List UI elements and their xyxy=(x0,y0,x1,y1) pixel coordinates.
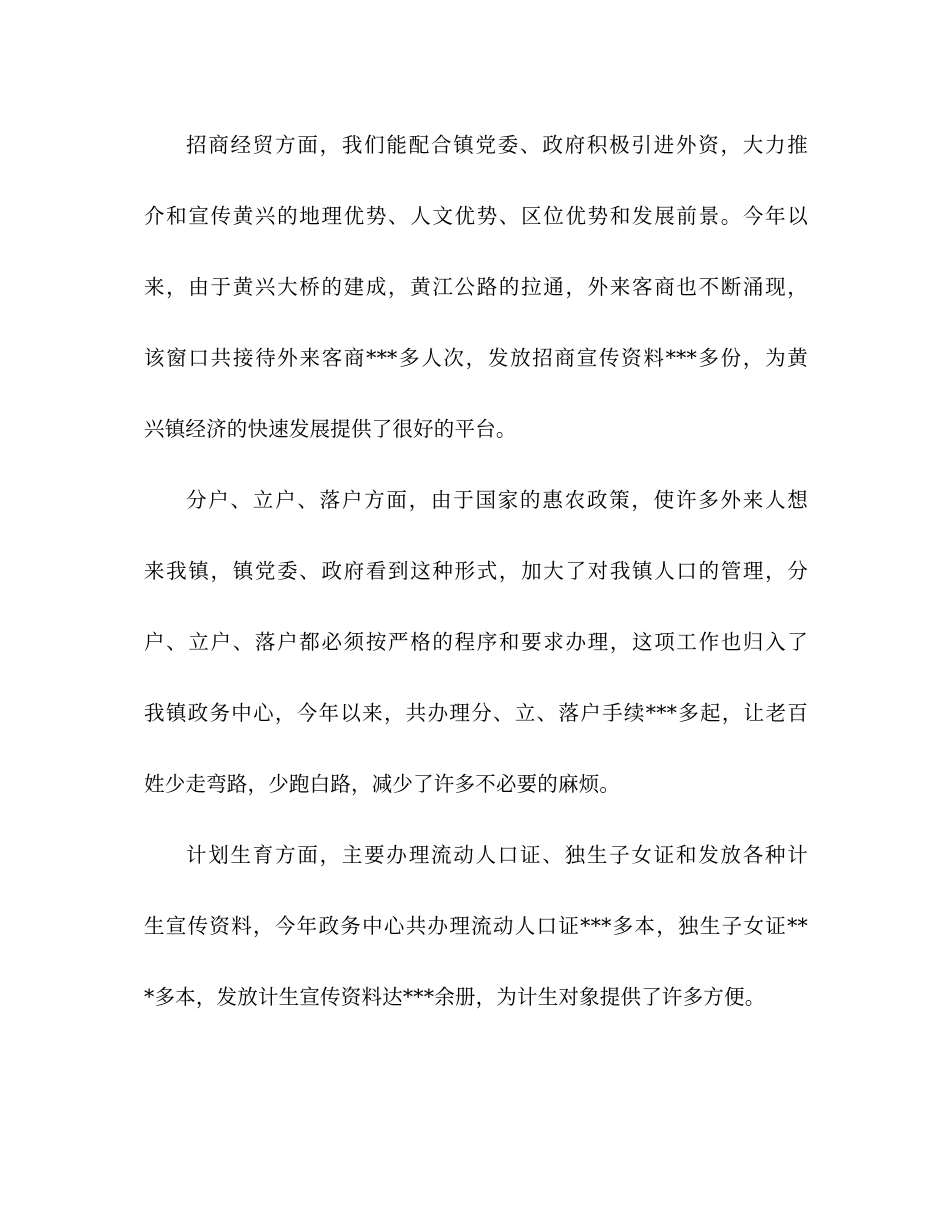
text-line: 生宣传资料，今年政务中心共办理流动人口证***多本，独生子女证** xyxy=(144,914,808,938)
text-line: 介和宣传黄兴的地理优势、人文优势、区位优势和发展前景。今年以 xyxy=(144,204,808,228)
paragraph-household xyxy=(144,482,808,837)
text-line: 我镇政务中心，今年以来，共办理分、立、落户手续***多起，让老百 xyxy=(144,701,808,725)
text-line: *多本，发放计生宣传资料达***余册，为计生对象提供了许多方便。 xyxy=(144,985,766,1009)
text-line: 计划生育方面，主要办理流动人口证、独生子女证和发放各种计 xyxy=(186,843,808,867)
text-line: 招商经贸方面，我们能配合镇党委、政府积极引进外资，大力推 xyxy=(186,133,808,157)
text-line: 分户、立户、落户方面，由于国家的惠农政策，使许多外来人想 xyxy=(186,488,808,512)
text-line: 户、立户、落户都必须按严格的程序和要求办理，这项工作也归入了 xyxy=(144,630,808,654)
paragraph-investment xyxy=(144,127,808,482)
text-line: 该窗口共接待外来客商***多人次，发放招商宣传资料***多份，为黄 xyxy=(144,346,808,370)
document-body xyxy=(144,127,808,1050)
text-line: 姓少走弯路，少跑白路，减少了许多不必要的麻烦。 xyxy=(144,772,621,796)
paragraph-family-planning xyxy=(144,837,808,1050)
text-line: 来，由于黄兴大桥的建成，黄江公路的拉通，外来客商也不断涌现， xyxy=(144,275,808,299)
text-line: 兴镇经济的快速发展提供了很好的平台。 xyxy=(144,417,517,441)
text-line: 来我镇，镇党委、政府看到这种形式，加大了对我镇人口的管理，分 xyxy=(144,559,808,583)
